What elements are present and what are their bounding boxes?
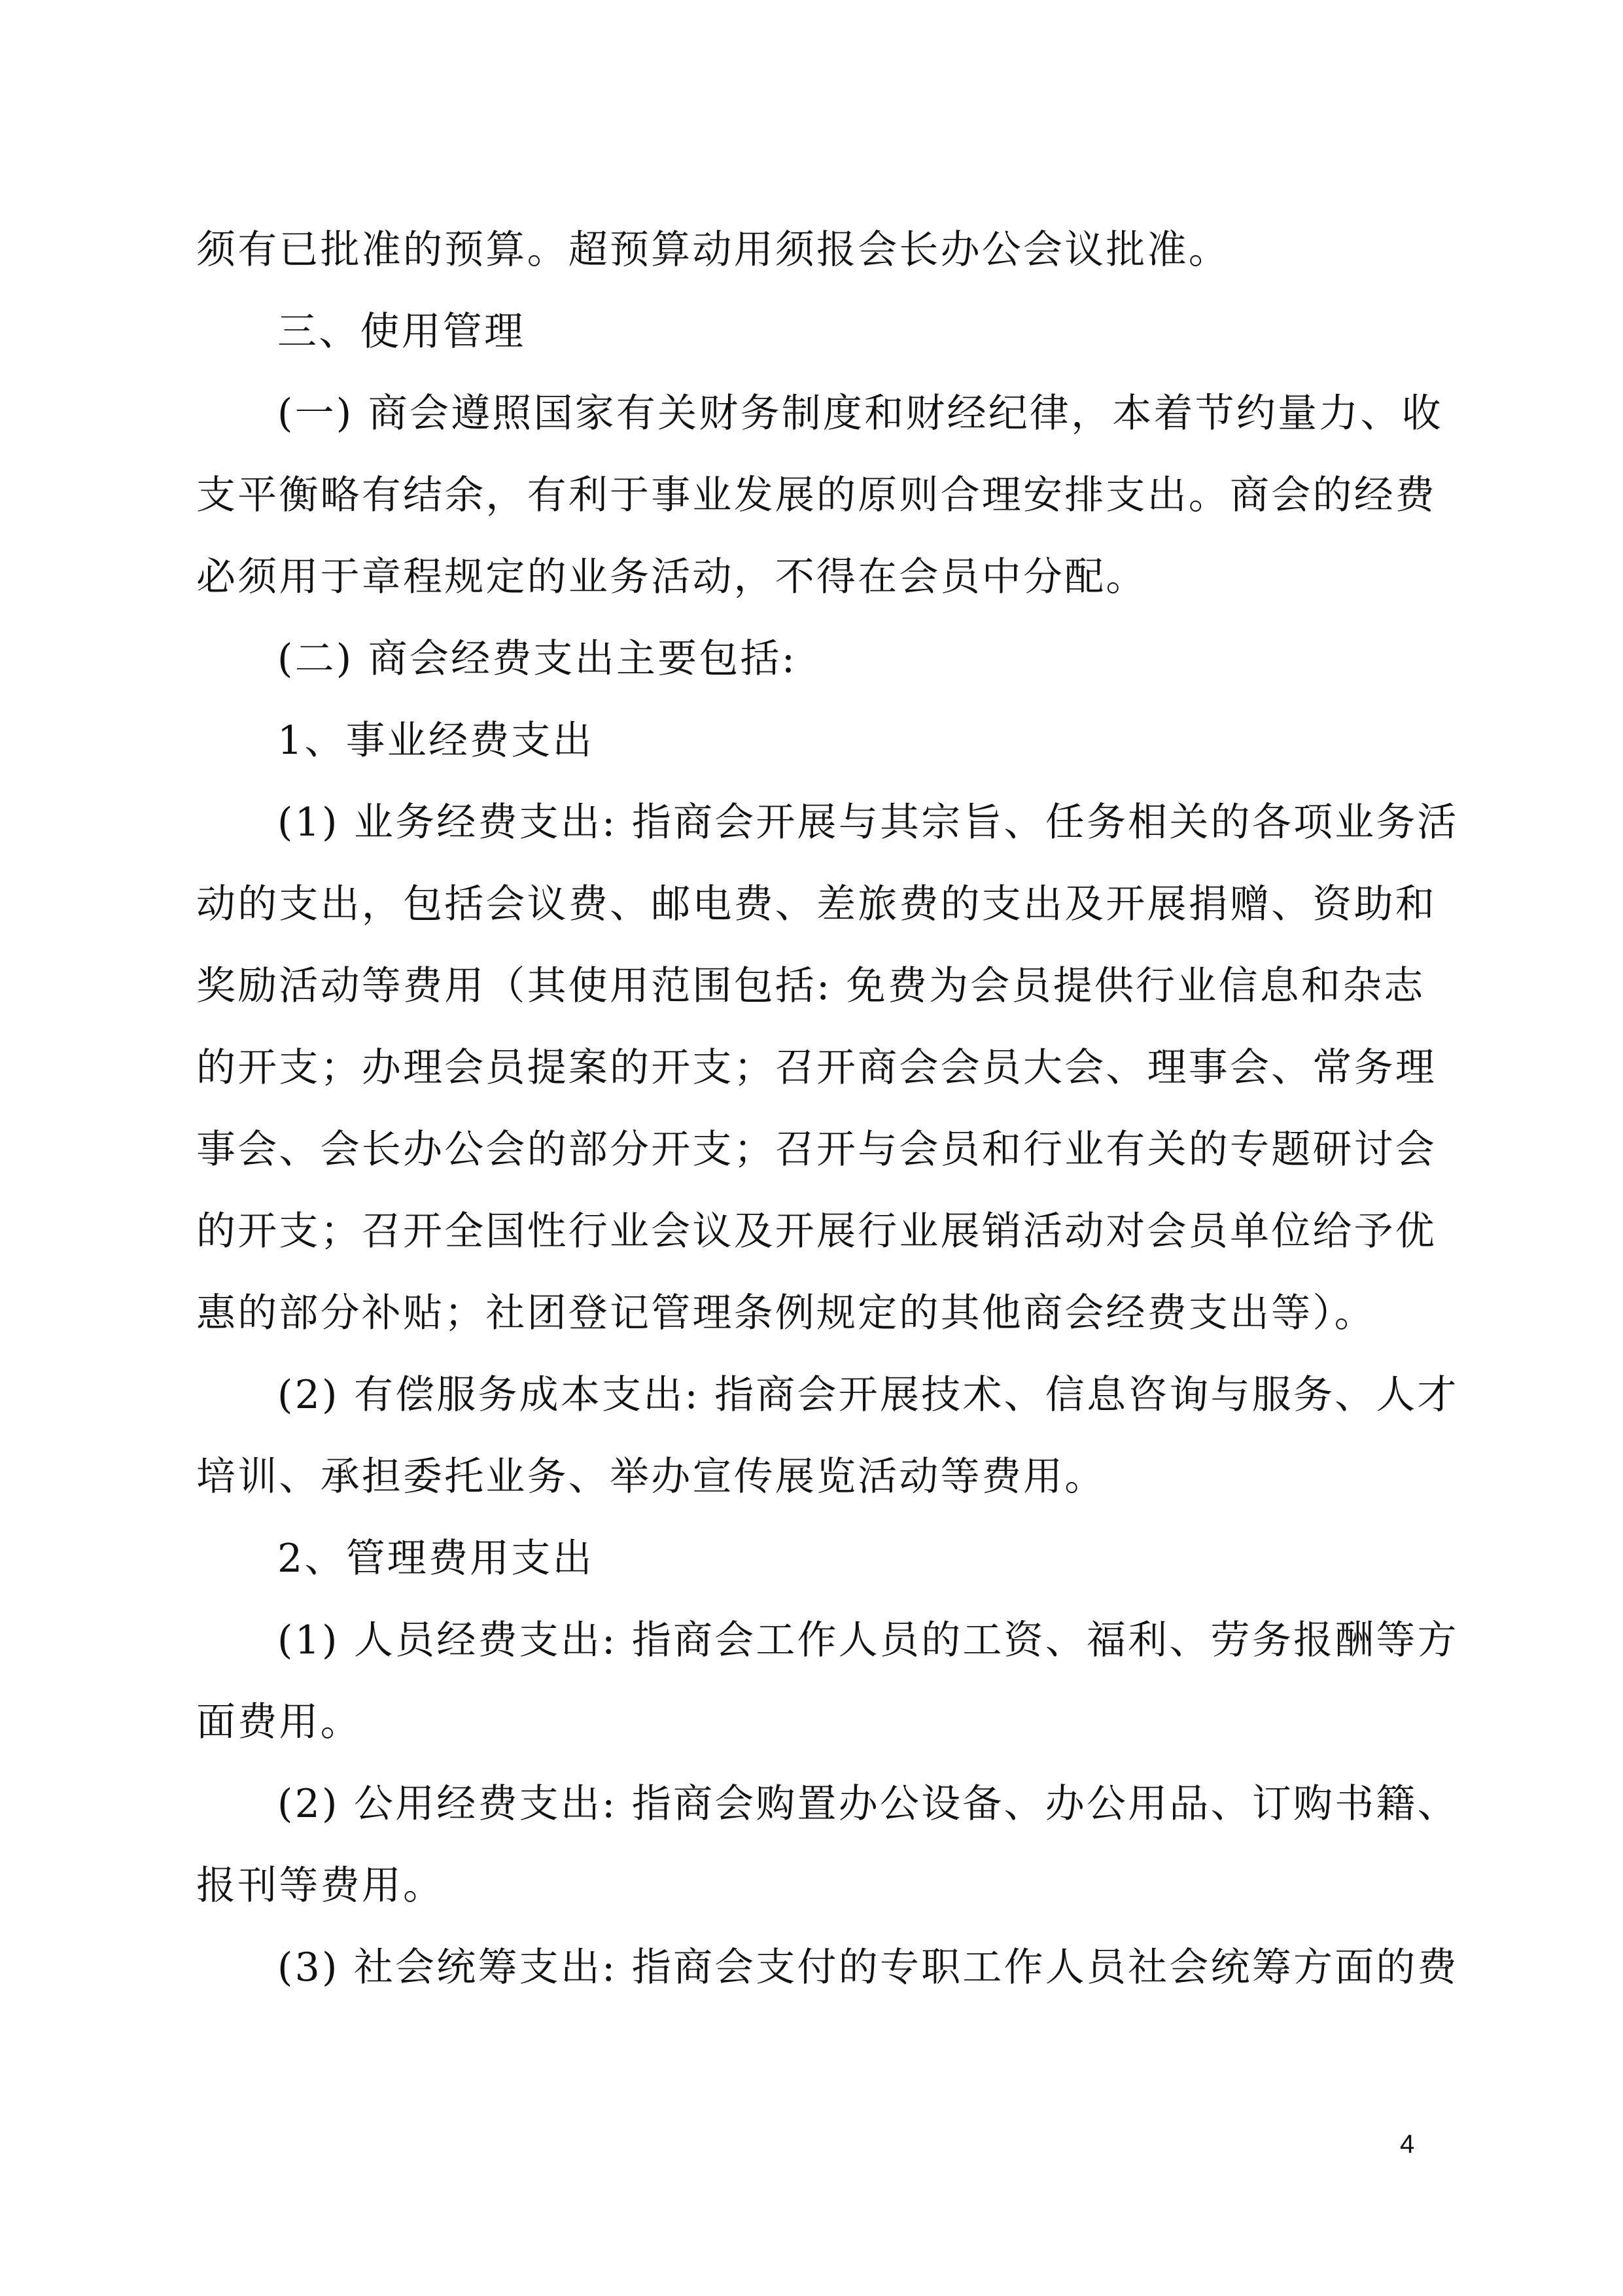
paragraph-line: 的开支；办理会员提案的开支；召开商会会员大会、理事会、常务理 <box>196 1045 1437 1091</box>
subheading-line: 1、事业经费支出 <box>277 718 594 764</box>
paragraph-line: (2) 有偿服务成本支出: 指商会开展技术、信息咨询与服务、人才 <box>277 1372 1459 1418</box>
paragraph-line: (一) 商会遵照国家有关财务制度和财经纪律，本着节约量力、收 <box>277 391 1443 436</box>
paragraph-line: (2) 公用经费支出: 指商会购置办公设备、办公用品、订购书籍、 <box>277 1781 1459 1827</box>
page-number: 4 <box>1400 2130 1415 2159</box>
section-heading: 三、使用管理 <box>277 309 526 355</box>
subheading-line: 2、管理费用支出 <box>277 1536 594 1581</box>
paragraph-line: (二) 商会经费支出主要包括: <box>277 636 797 682</box>
paragraph-line: 事会、会长办公会的部分开支；召开与会员和行业有关的专题研讨会 <box>196 1127 1437 1173</box>
paragraph-line: 面费用。 <box>196 1699 362 1745</box>
body-line: 须有已批准的预算。超预算动用须报会长办公会议批准。 <box>196 227 1230 273</box>
paragraph-line: 惠的部分补贴；社团登记管理条例规定的其他商会经费支出等）。 <box>196 1290 1376 1336</box>
paragraph-line: 支平衡略有结余，有利于事业发展的原则合理安排支出。商会的经费 <box>196 472 1437 518</box>
paragraph-line: (3) 社会统筹支出: 指商会支付的专职工作人员社会统筹方面的费 <box>277 1945 1459 1990</box>
paragraph-line: 的开支；召开全国性行业会议及开展行业展销活动对会员单位给予优 <box>196 1209 1437 1254</box>
paragraph-line: 培训、承担委托业务、举办宣传展览活动等费用。 <box>196 1454 1106 1500</box>
paragraph-line: (1) 业务经费支出: 指商会开展与其宗旨、任务相关的各项业务活 <box>277 800 1459 845</box>
paragraph-line: 动的支出，包括会议费、邮电费、差旅费的支出及开展捐赠、资助和 <box>196 881 1437 927</box>
paragraph-line: 报刊等费用。 <box>196 1863 445 1909</box>
paragraph-line: 必须用于章程规定的业务活动，不得在会员中分配。 <box>196 554 1147 600</box>
document-body <box>196 209 1459 2009</box>
paragraph-line: 奖励活动等费用（其使用范围包括: 免费为会员提供行业信息和杂志 <box>196 963 1425 1009</box>
paragraph-line: (1) 人员经费支出: 指商会工作人员的工资、福利、劳务报酬等方 <box>277 1617 1459 1663</box>
